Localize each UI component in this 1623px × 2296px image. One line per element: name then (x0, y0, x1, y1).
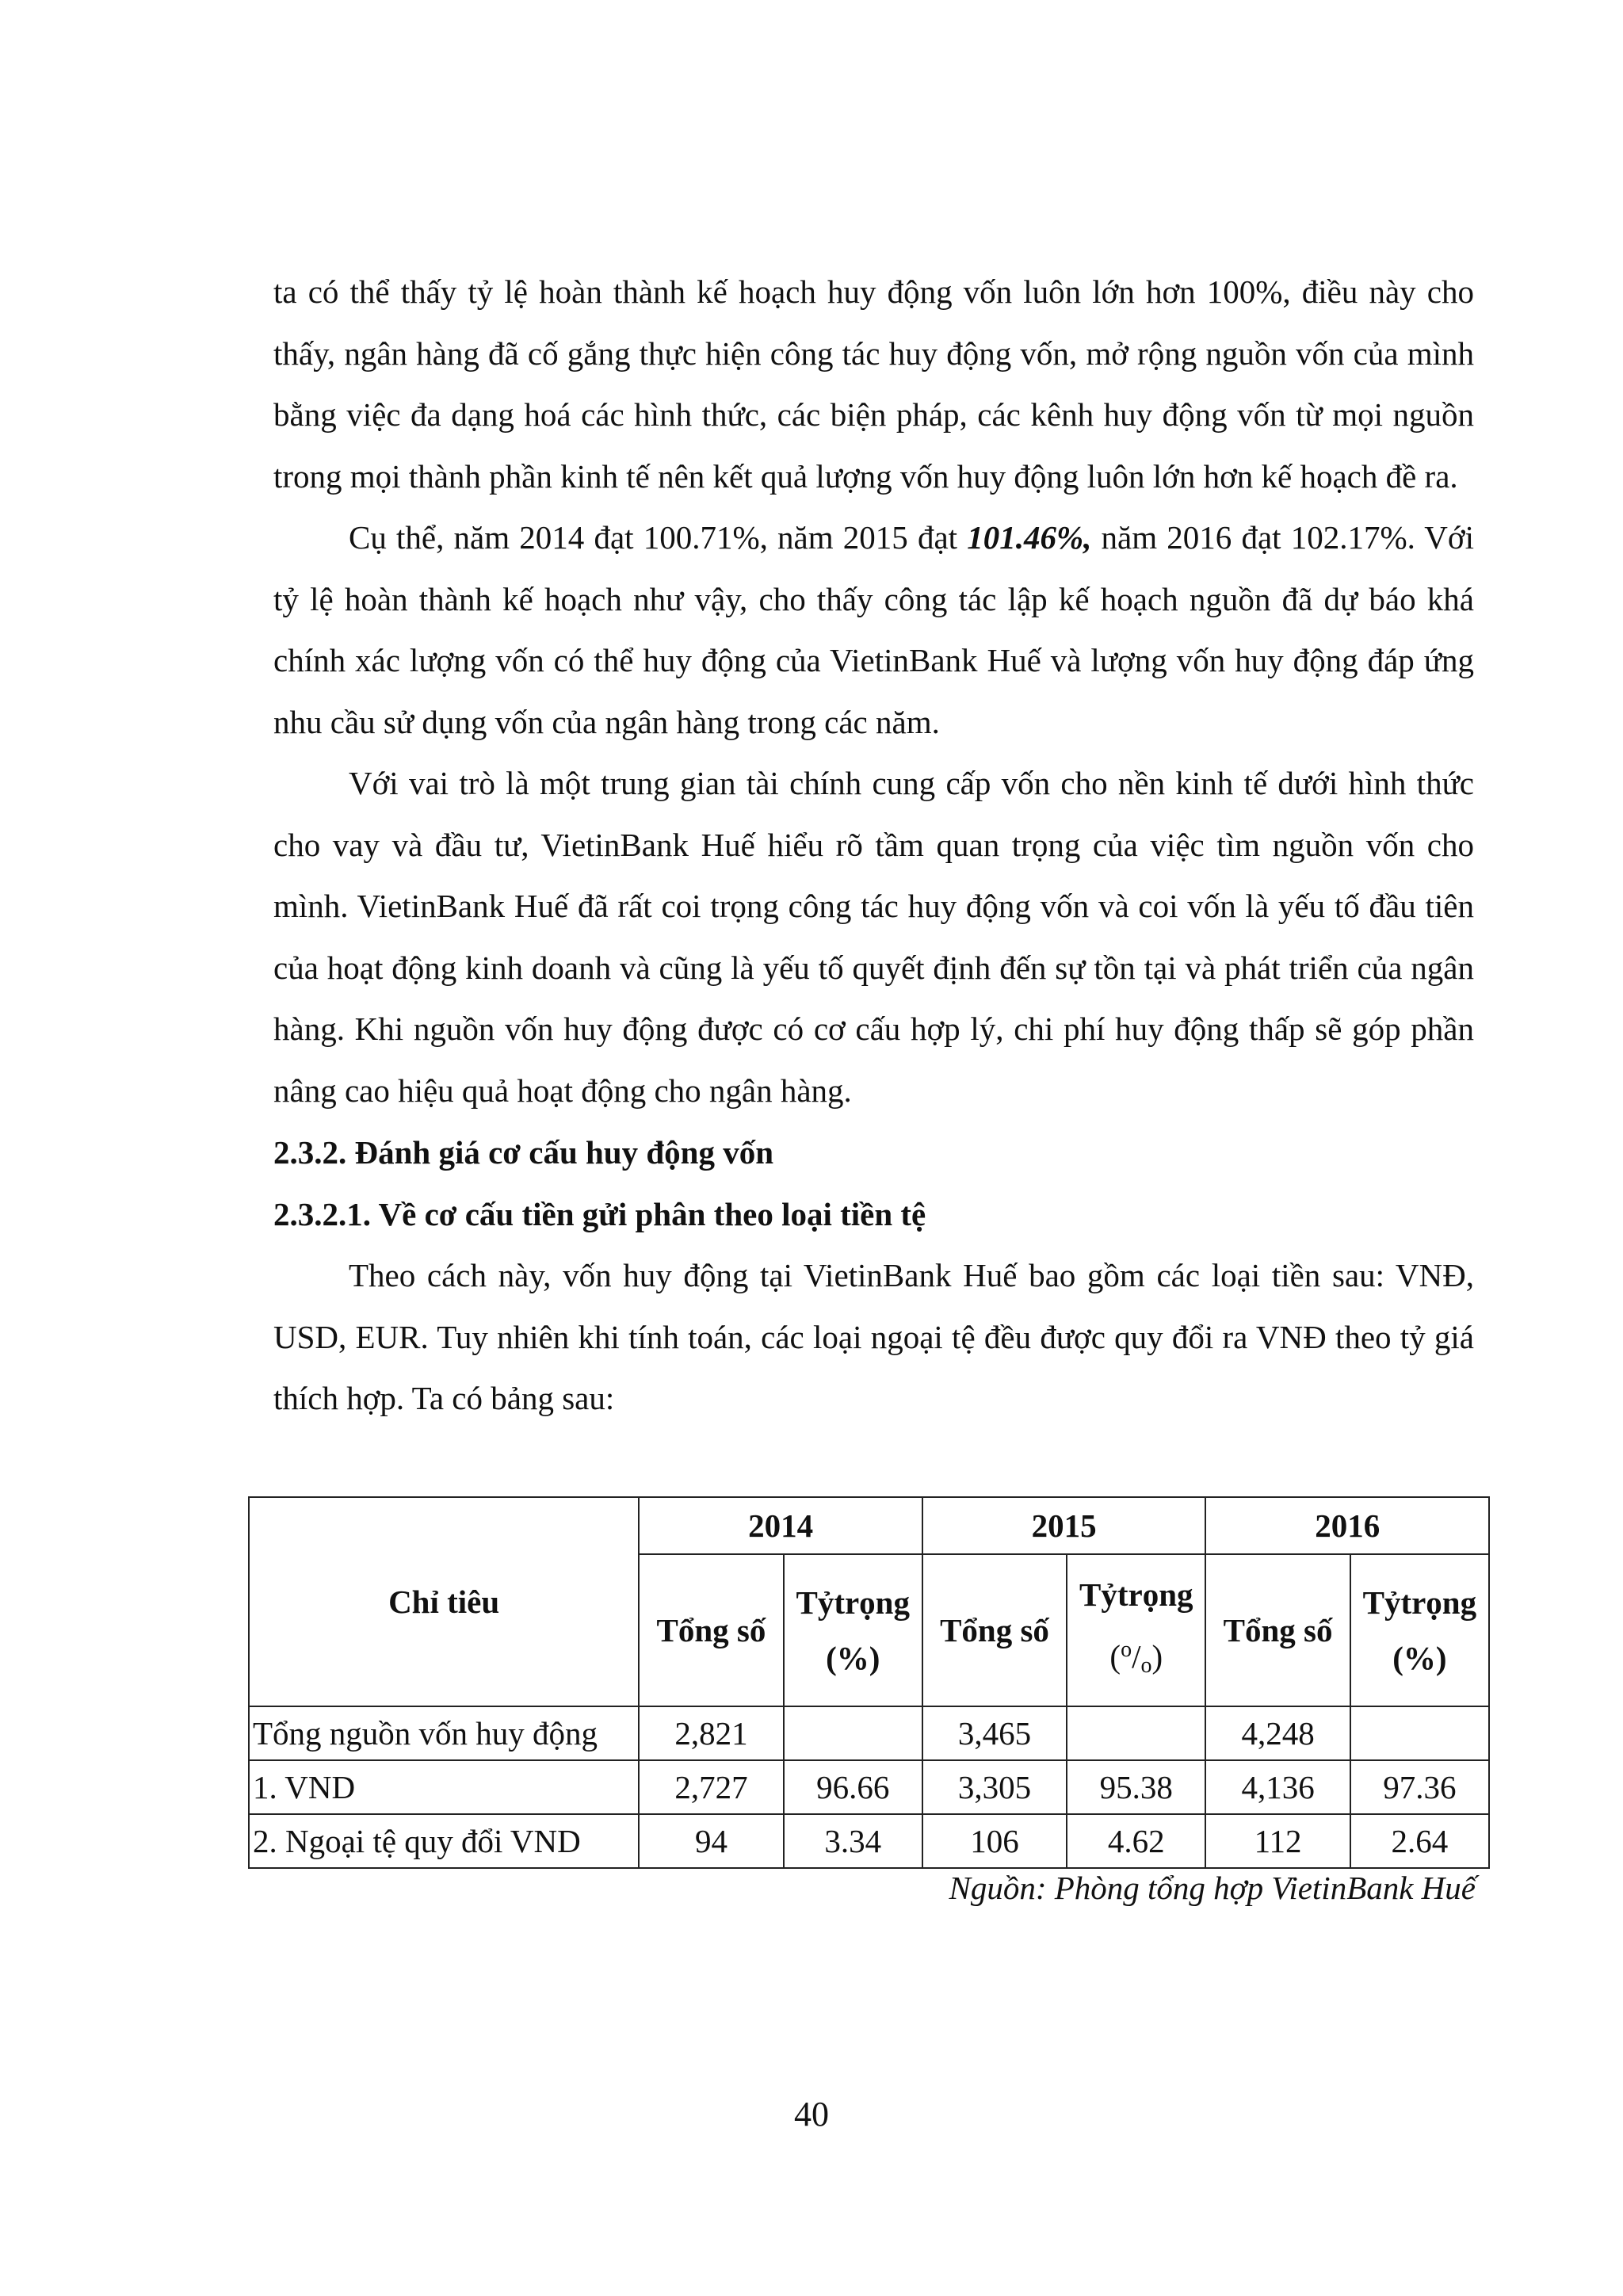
unit-open-paren: ( (1109, 1638, 1121, 1675)
header-year: 2014 (639, 1497, 922, 1554)
cell: 3,305 (922, 1760, 1067, 1814)
paragraph-2-emphasis: 101.46%, (967, 519, 1092, 556)
page-number: 40 (794, 2095, 829, 2134)
unit-slash: / (1132, 1638, 1141, 1675)
subsection-heading: 2.3.2.1. Về cơ cấu tiền gửi phân theo loại tiền tệ (273, 1196, 926, 1232)
row-label: 1. VND (249, 1760, 639, 1814)
header-year: 2016 (1205, 1497, 1489, 1554)
header-label: Chỉ tiêu (249, 1497, 639, 1706)
unit-sub-o: o (1140, 1653, 1152, 1678)
paragraph-2-part-a: Cụ thể, năm 2014 đạt 100.71%, năm 2015 đạt (349, 519, 968, 556)
table-row (249, 1760, 1489, 1814)
cell: 4,248 (1205, 1706, 1350, 1760)
section-heading: 2.3.2. Đánh giá cơ cấu huy động vốn (273, 1134, 774, 1171)
cell: 2.64 (1350, 1814, 1489, 1868)
paragraph-4: Theo cách này, vốn huy động tại VietinBank Huế bao gồm các loại tiền sau: VNĐ, USD, EUR. Tuy nhiên khi tính toán, các loại ngoại tệ đều được quy đổi ra VNĐ theo tỷ giá thích hợp. Ta có bảng sau: (273, 1257, 1474, 1416)
row-label: 2. Ngoại tệ quy đổi VND (249, 1814, 639, 1868)
table-source: Nguồn: Phòng tổng hợp VietinBank Huế (949, 1870, 1476, 1906)
cell: 96.66 (784, 1760, 922, 1814)
cell: 95.38 (1067, 1760, 1205, 1814)
header-share-unit (1109, 1637, 1163, 1678)
paragraph-2-part-c: năm 2016 đạt 102.17%. Với tỷ lệ hoàn thành kế hoạch như vậy, cho thấy công tác lập kế hoạch nguồn đã dự báo khá chính xác lượng vốn có thể huy động của VietinBank Huế và lượng vốn huy động đáp ứng nhu cầu sử dụng vốn của ngân hàng trong các năm. (273, 519, 1474, 740)
cell: 112 (1205, 1814, 1350, 1868)
page-body (273, 262, 1474, 1430)
cell: 4.62 (1067, 1814, 1205, 1868)
table-row (249, 1814, 1489, 1868)
cell (784, 1706, 922, 1760)
table-row (249, 1706, 1489, 1760)
header-share-text: Tỷtrọng (%) (1362, 1584, 1477, 1676)
cell: 2,821 (639, 1706, 783, 1760)
row-label: Tổng nguồn vốn huy động (249, 1706, 639, 1760)
cell: 97.36 (1350, 1760, 1489, 1814)
header-total: Tổng số (1205, 1554, 1350, 1706)
unit-close-paren: ) (1151, 1638, 1163, 1675)
paragraph-3: Với vai trò là một trung gian tài chính cung cấp vốn cho nền kinh tế dưới hình thức cho vay và đầu tư, VietinBank Huế hiểu rõ tầm quan trọng của việc tìm nguồn vốn cho mình. VietinBank Huế đã rất coi trọng công tác huy động vốn và coi vốn là yếu tố đầu tiên của hoạt động kinh doanh và cũng là yếu tố quyết định đến sự tồn tại và phát triển của ngân hàng. Khi nguồn vốn huy động được có cơ cấu hợp lý, chi phí huy động thấp sẽ góp phần nâng cao hiệu quả hoạt động cho ngân hàng. (273, 765, 1474, 1109)
header-total: Tổng số (639, 1554, 783, 1706)
paragraph-2 (273, 507, 1474, 753)
cell: 106 (922, 1814, 1067, 1868)
cell (1067, 1706, 1205, 1760)
header-share: Tỷtrọng (%) (784, 1554, 922, 1706)
header-share (1350, 1554, 1489, 1706)
header-share-permille (1067, 1554, 1205, 1706)
cell: 94 (639, 1814, 783, 1868)
header-share-word: Tỷtrọng (1079, 1576, 1193, 1613)
cell: 3,465 (922, 1706, 1067, 1760)
capital-structure-table (248, 1496, 1490, 1869)
cell (1350, 1706, 1489, 1760)
paragraph-1: ta có thể thấy tỷ lệ hoàn thành kế hoạch huy động vốn luôn lớn hơn 100%, điều này cho thấy, ngân hàng đã cố gắng thực hiện công tác huy động vốn, mở rộng nguồn vốn của mình bằng việc đa dạng hoá các hình thức, các biện pháp, các kênh huy động vốn từ mọi nguồn trong mọi thành phần kinh tế nên kết quả lượng vốn huy động luôn lớn hơn kế hoạch đề ra. (273, 273, 1474, 495)
cell: 3.34 (784, 1814, 922, 1868)
cell: 2,727 (639, 1760, 783, 1814)
table-header-years (249, 1497, 1489, 1554)
unit-sup-o: o (1121, 1637, 1132, 1662)
cell: 4,136 (1205, 1760, 1350, 1814)
header-total: Tổng số (922, 1554, 1067, 1706)
header-year: 2015 (922, 1497, 1206, 1554)
